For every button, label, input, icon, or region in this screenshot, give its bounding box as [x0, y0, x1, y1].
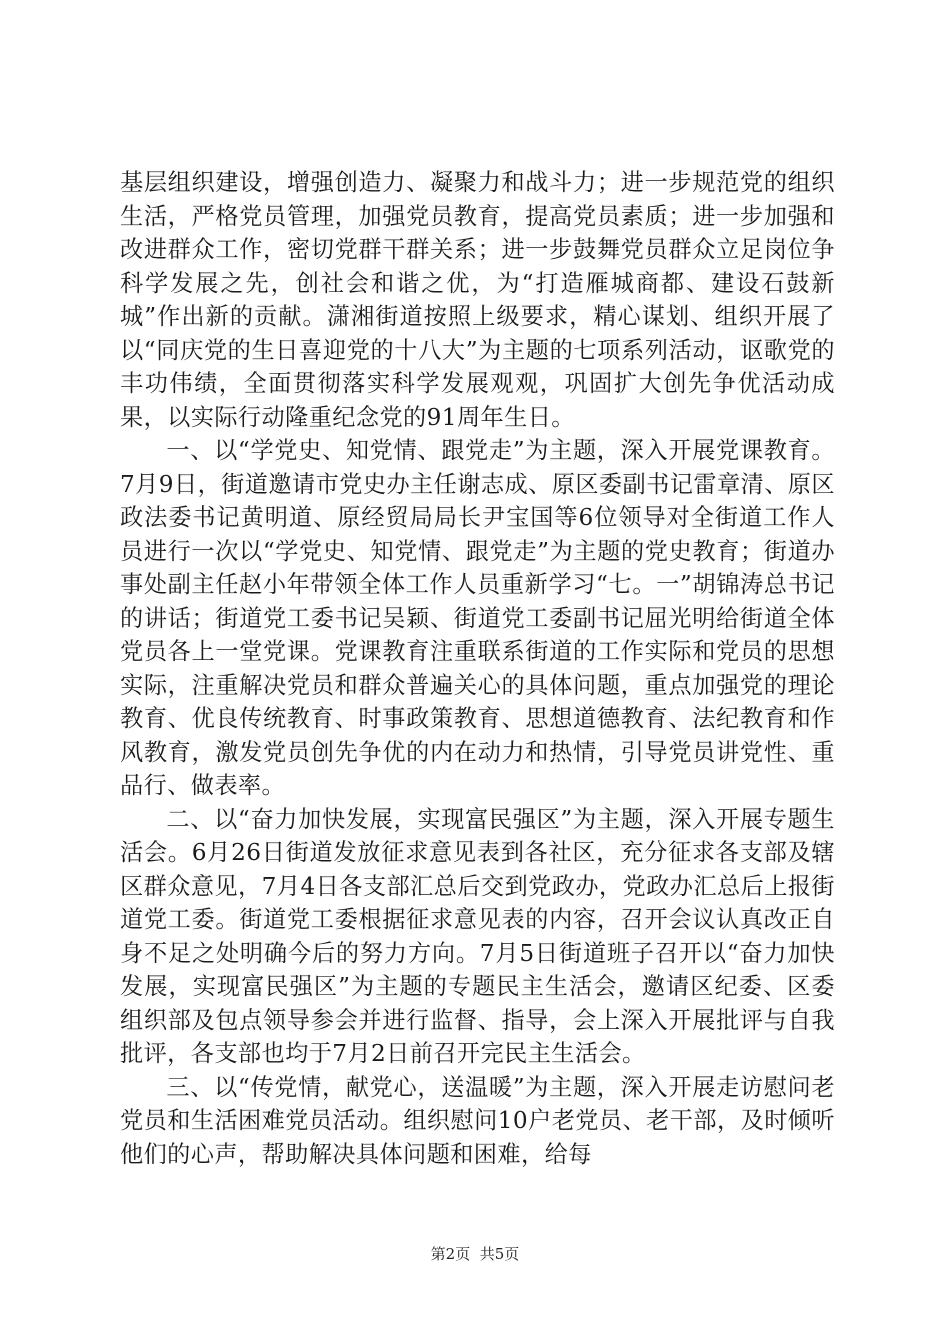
body-paragraph-section-1: 一、以“学党史、知党情、跟党走”为主题，深入开展党课教育。7月9日，街道邀请市党史办主任谢志成、原区委副书记雷章清、原区政法委书记黄明道、原经贸局局长尹宝国等6位领导对全街道工作人员进行一次以“学党史、知党情、跟党走”为主题的党史教育；街道办事处副主任赵小年带领全体工作人员重新学习“七。一”胡锦涛总书记的讲话；街道党工委书记吴颖、街道党工委副书记屈光明给街道全体党员各上一堂党课。党课教育注重联系街道的工作实际和党员的思想实际，注重解决党员和群众普遍关心的具体问题，重点加强党的理论教育、优良传统教育、时事政策教育、思想道德教育、法纪教育和作风教育，激发党员创先争优的内在动力和热情，引导党员讲党性、重品行、做表率。: [120, 437, 835, 799]
footer-spacer: [470, 1245, 480, 1263]
body-paragraph-intro: 基层组织建设，增强创造力、凝聚力和战斗力；进一步规范党的组织生活，严格党员管理，加强党员教育，提高党员素质；进一步加强和改进群众工作，密切党群干群关系；进一步鼓舞党员群众立足岗位争科学发展之先，创社会和谐之优，为“打造雁城商都、建设石鼓新城”作出新的贡献。潇湘街道按照上级要求，精心谋划、组织开展了以“同庆党的生日喜迎党的十八大”为主题的七项系列活动，讴歌党的丰功伟绩，全面贯彻落实科学发展观观，巩固扩大创先争优活动成果，以实际行动隆重纪念党的91周年生日。: [120, 169, 835, 431]
body-paragraph-section-2: 二、以“奋力加快发展，实现富民强区”为主题，深入开展专题生活会。6月26日街道发放征求意见表到各社区，充分征求各支部及辖区群众意见，7月4日各支部汇总后交到党政办，党政办汇总后上报街道党工委。街道党工委根据征求意见表的内容，召开会议认真改正自身不足之处明确今后的努力方向。7月5日街道班子召开以“奋力加快发展，实现富民强区”为主题的专题民主生活会，邀请区纪委、区委组织部及包点领导参会并进行监督、指导，会上深入开展批评与自我批评，各支部也均于7月2日前召开完民主生活会。: [120, 805, 835, 1067]
page-total: 共5页: [479, 1245, 520, 1263]
body-paragraph-section-3: 三、以“传党情，献党心，送温暖”为主题，深入开展走访慰问老党员和生活困难党员活动。组织慰问10户老党员、老干部，及时倾听他们的心声，帮助解决具体问题和困难，给每: [120, 1073, 835, 1168]
page-footer: [0, 1244, 950, 1264]
document-body: [120, 166, 835, 1171]
page-number: 第2页: [430, 1245, 471, 1263]
